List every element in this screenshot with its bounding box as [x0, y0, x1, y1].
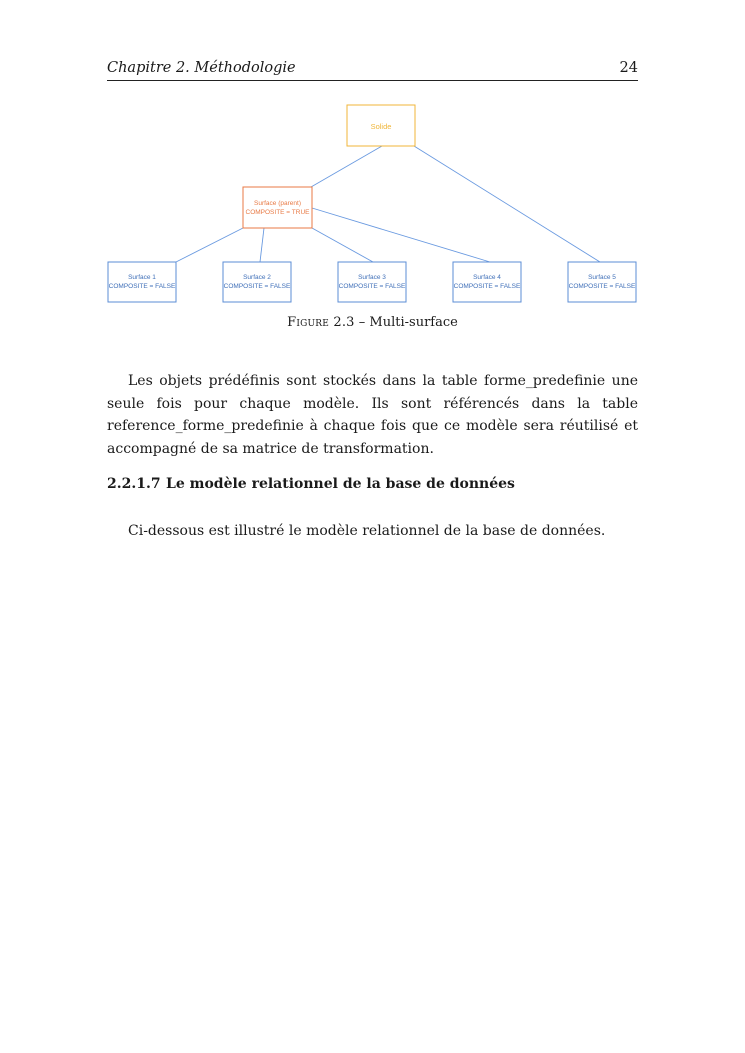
node-solide-label: Solide — [370, 122, 392, 131]
body-paragraph-2 — [107, 520, 638, 543]
figure-caption-text: – Multi-surface — [354, 315, 458, 330]
node-surface-1 — [108, 262, 176, 302]
node-surface-4-composite: COMPOSITE = FALSE — [453, 283, 521, 290]
node-surface-3-label: Surface 3 — [358, 274, 386, 281]
node-surface-parent-composite: COMPOSITE = TRUE — [245, 209, 310, 216]
node-surface-2 — [223, 262, 291, 302]
paragraph-text: Les objets prédéfinis sont stockés dans la table forme_predefinie une seule fois pour chaque modèle. Ils sont référencés dans la table reference_forme_predefinie à chaque fois que ce modèle sera réutilisé et accompagné de sa matrice de transformation. — [107, 373, 638, 457]
section-heading — [107, 476, 515, 492]
node-surface-2-composite: COMPOSITE = FALSE — [223, 283, 291, 290]
node-surface-4 — [453, 262, 521, 302]
section-number: 2.2.1.7 — [107, 476, 161, 492]
body-paragraph-1 — [107, 370, 638, 460]
running-header — [107, 60, 638, 81]
node-surface-parent — [243, 187, 312, 228]
connector-parent-child4 — [312, 208, 490, 262]
node-surface-3 — [338, 262, 406, 302]
paragraph-text: Ci-dessous est illustré le modèle relationnel de la base de données. — [128, 523, 606, 539]
page-number: 24 — [619, 60, 638, 76]
node-surface-3-composite: COMPOSITE = FALSE — [338, 283, 406, 290]
node-surface-5-label: Surface 5 — [588, 274, 616, 281]
figure-caption — [0, 315, 745, 330]
node-surface-1-label: Surface 1 — [128, 274, 156, 281]
connector-root-child5 — [414, 146, 600, 262]
node-solide — [347, 105, 415, 146]
figure-label: Figure 2.3 — [287, 315, 355, 330]
connector-parent-child3 — [312, 228, 373, 262]
node-surface-parent-label: Surface (parent) — [254, 200, 301, 207]
node-surface-4-label: Surface 4 — [473, 274, 501, 281]
multi-surface-diagram — [100, 100, 645, 310]
node-surface-5 — [568, 262, 636, 302]
node-surface-1-composite: COMPOSITE = FALSE — [108, 283, 176, 290]
connector-parent-child1 — [176, 228, 243, 262]
node-surface-5-composite: COMPOSITE = FALSE — [568, 283, 636, 290]
section-title: Le modèle relationnel de la base de données — [166, 476, 515, 492]
diagram-connectors — [176, 146, 600, 262]
connector-root-parent — [311, 146, 382, 187]
connector-parent-child2 — [260, 228, 264, 262]
chapter-title: Chapitre 2. Méthodologie — [107, 60, 296, 76]
node-surface-2-label: Surface 2 — [243, 274, 271, 281]
